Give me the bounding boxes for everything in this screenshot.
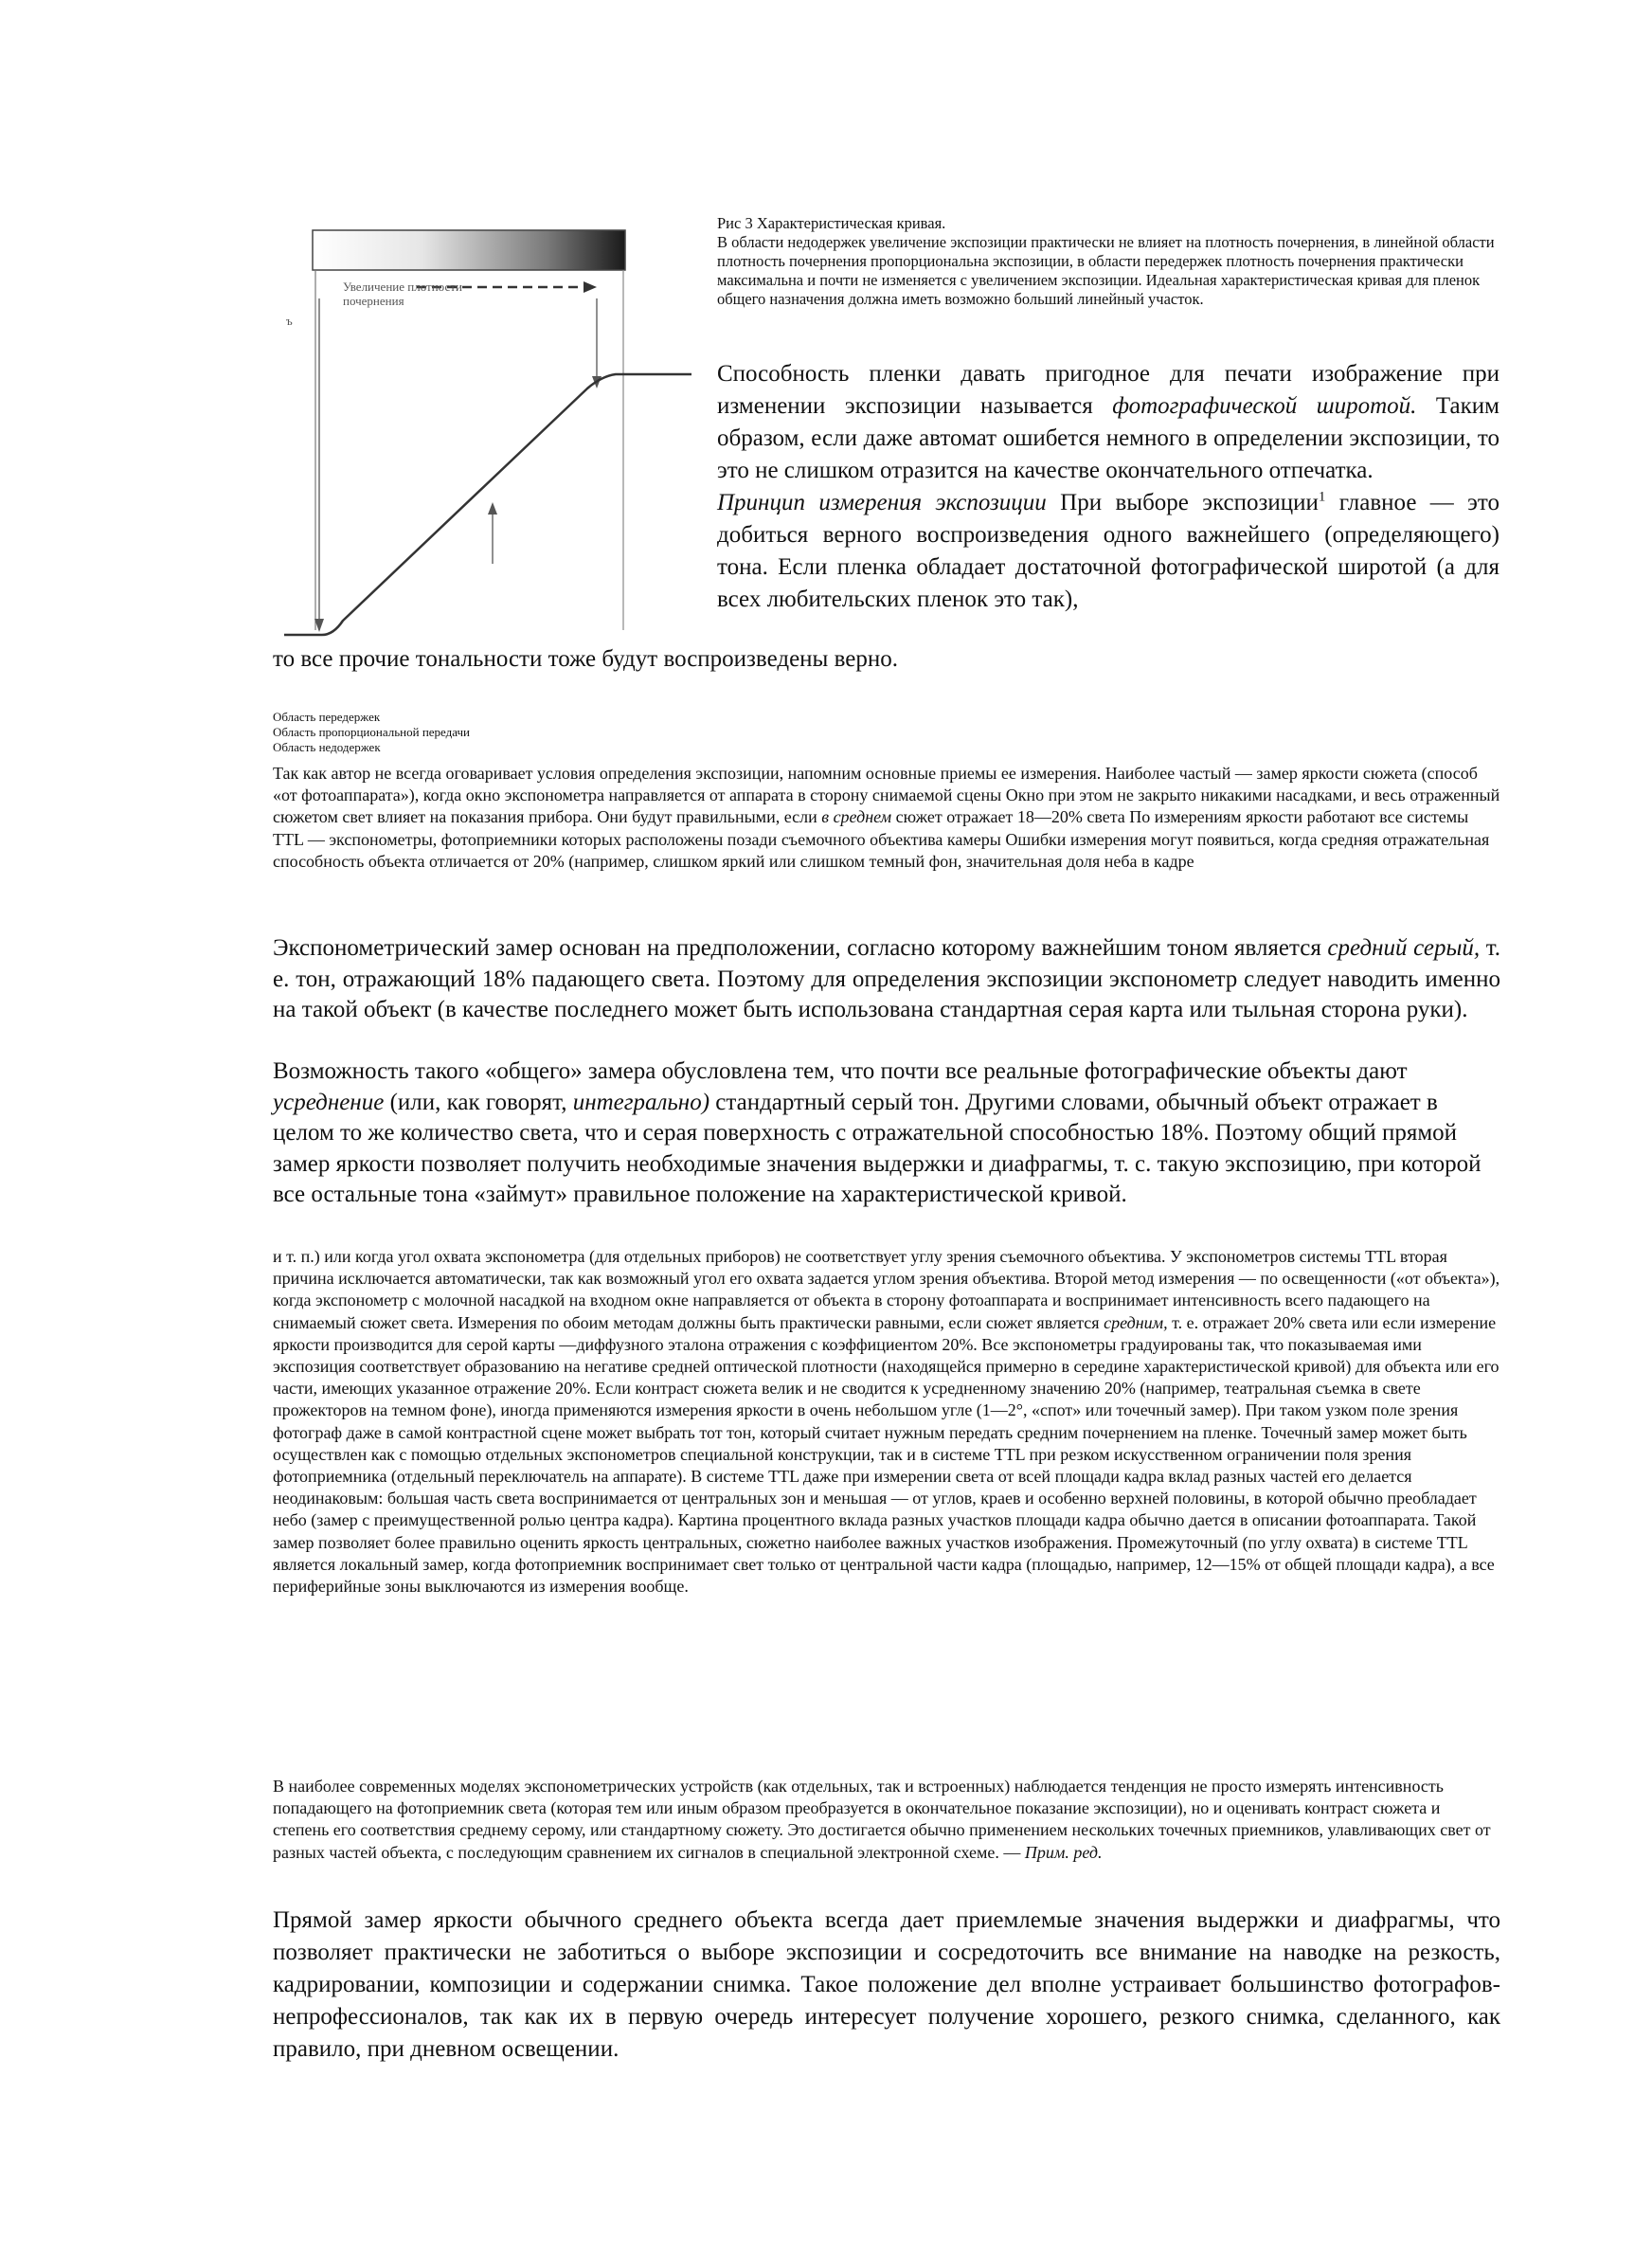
footnote1-italic: в среднем bbox=[821, 807, 892, 827]
paragraph-direct-metering bbox=[273, 1905, 1500, 2066]
averaging-text-c: стандартный серый тон. Другими словами, обычный объект отражает в целом то же количество света, что и серая поверхность с отражательной способностью 18%. Поэтому общий прямой замер яркости позволяет получить необходимые значения выдержки и диафрагмы, т. с. такую экспозицию, при которой все остальные тона «займут» правильное положение на характеристической кривой. bbox=[273, 1089, 1481, 1207]
averaging-text-b: (или, как говорят, bbox=[384, 1089, 573, 1115]
density-arrow-head bbox=[584, 281, 597, 293]
caption-text: В области недодержек увеличение экспозиции практически не влияет на плотность почернения, в линейной области плотность почернения пропорциональна экспозиции, в области передержек плотность почернения практически максимальна и почти не изменяется с увеличением экспозиции. Идеальная характеристическая кривая для пленок общего назначения должна иметь возможно больший линейный участок. bbox=[717, 233, 1495, 308]
footnote1-text-a: Так как автор не всегда оговаривает условия определения экспозиции, напомним основные приемы ее измерения. Наиболее частый — замер яркости сюжета (способ «от фотоаппарата»), когда окно экспонометра направляется от аппарата в сторону снимаемой сцены Окно при этом не закрыто никакими насадками, и весь отраженный сюжетом свет влияет на показания прибора. Они будут правильными, если bbox=[273, 764, 1500, 827]
column-text bbox=[717, 358, 1499, 616]
footnote-block-2 bbox=[273, 1246, 1500, 1598]
region-legend bbox=[273, 710, 470, 755]
paragraph-metering bbox=[273, 933, 1500, 1026]
figure-side-mark: ъ bbox=[286, 314, 293, 328]
averaging-italic-2: интегрально) bbox=[572, 1089, 710, 1115]
metering-italic: средний серый, bbox=[1327, 935, 1481, 961]
footnote1-text-b: сюжет отражает 18—20% света По измерениям яркости работают все системы TTL — экспонометры, фотоприемники которых расположены позади съемочного объектива камеры Ошибки измерения могут появиться, когда средняя отражательная способность объекта отличается от 20% (например, слишком яркий или слишком темный фон, значительная доля неба в кадре bbox=[273, 807, 1490, 871]
latitude-term: фотографической широтой. bbox=[1112, 393, 1417, 419]
figure-caption bbox=[717, 214, 1503, 309]
density-gradient-strip bbox=[313, 230, 625, 270]
averaging-text-a: Возможность такого «общего» замера обусловлена тем, что почти все реальные фотографические объекты дают bbox=[273, 1058, 1408, 1084]
region-overexposure: Область передержек bbox=[273, 710, 381, 724]
caption-title: Рис 3 Характеристическая кривая. bbox=[717, 214, 946, 232]
characteristic-curve-line bbox=[284, 374, 691, 635]
paragraph-principle bbox=[717, 487, 1499, 616]
figure-label-line1: Увеличение плотности bbox=[343, 280, 462, 294]
principle-heading: Принцип измерения экспозиции bbox=[717, 490, 1047, 515]
footnote2-italic: средним, bbox=[1104, 1312, 1168, 1332]
principle-text-end: главное — это добиться верного воспроизведения одного важнейшего (определяющего) тона. Если пленка обладает достаточной фотографической широтой (а для всех любительских пленок это так), bbox=[717, 490, 1499, 612]
paragraph-averaging bbox=[273, 1056, 1500, 1211]
metering-text-a: Экспонометрический замер основан на предположении, согласно которому важнейшим тоном является bbox=[273, 935, 1328, 961]
paragraph-latitude bbox=[717, 358, 1499, 487]
footnote3-italic: Прим. ред. bbox=[1024, 1842, 1103, 1862]
marker-arrow-mid bbox=[488, 502, 497, 515]
footnote-block-1 bbox=[273, 763, 1500, 873]
footnote2-text-a: и т. п.) или когда угол охвата экспонометра (для отдельных приборов) не соответствует углу зрения съемочного объектива. У экспонометров системы TTL вторая причина исключается автоматически, так как возможный угол его охвата задается углом зрения объектива. Второй метод измерения — по освещенности («от объекта»), когда экспонометр с молочной насадкой на входном окне направляется от объекта в сторону фотоаппарата и воспринимает интенсивность всего падающего на снимаемый сюжет света. Измерения по обоим методам должны быть практически равными, если сюжет является bbox=[273, 1247, 1500, 1332]
characteristic-curve-figure bbox=[275, 223, 710, 640]
figure-label-line2: почернения bbox=[343, 294, 404, 308]
footnote3-text-a: В наиболее современных моделях экспонометрических устройств (как отдельных, так и встроенных) наблюдается тенденция не просто измерять интенсивность попадающего на фотоприемник света (которая тем или иным образом преобразуется в окончательное показание экспозиции), но и оценивать контраст сюжета и степень его соответствия среднему серому, или стандартному сюжету. Это достигается обычно применением нескольких точечных приемников, улавливающих свет от разных частей объекта, с последующим сравнением их сигналов в специальной электронной схеме. — bbox=[273, 1777, 1491, 1862]
latitude-text-end: Таким образом, если даже автомат ошибется немного в определении экспозиции, то это не слишком отразится на качестве окончательного отпечатка. bbox=[717, 393, 1499, 483]
figure-density-label bbox=[343, 280, 504, 308]
footnote-ref: 1 bbox=[1318, 489, 1326, 505]
paragraph-continuation: то все прочие тональности тоже будут воспроизведены верно. bbox=[273, 646, 898, 672]
principle-text: При выборе экспозиции bbox=[1046, 490, 1319, 515]
latitude-text-start: Способность пленки давать пригодное для печати изображение при изменении экспозиции называется bbox=[717, 361, 1499, 419]
footnote-block-3 bbox=[273, 1776, 1500, 1864]
metering-text-b: т. е. тон, отражающий 18% падающего света. Поэтому для определения экспозиции экспонометр следует наводить именно на такой объект (в качестве последнего может быть использована стандартная серая карта или тыльная сторона руки). bbox=[273, 935, 1500, 1022]
region-proportional: Область пропорциональной передачи bbox=[273, 725, 470, 739]
region-underexposure: Область недодержек bbox=[273, 740, 381, 754]
averaging-italic-1: усреднение bbox=[273, 1089, 385, 1115]
footnote2-text-b: т. е. отражает 20% света или если измерение яркости производится для серой карты —диффузного эталона отражения с коэффициентом 20%. Все экспонометры градуированы так, что показываемая ими экспозиция соответствует образованию на негативе средней оптической плотности (находящейся примерно в середине характеристической кривой) для объекта или его части, имеющих указанное отражение 20%. Если контраст сюжета велик и не сводится к усредненному значению 20% (например, театральная съемка в свете прожекторов на темном фоне), иногда применяются измерения яркости в очень небольшом угле (1—2°, «спот» или точечный замер). При таком узком поле зрения фотограф даже в самой контрастной сцене может выбрать тот тон, который считает нужным передать средним почернением на пленке. Точечный замер может быть осуществлен как с помощью отдельных экспонометров специальной конструкции, так и в системе TTL при резком искусственном ограничении поля зрения фотоприемника (отдельный переключатель на аппарате). В системе TTL даже при измерении света от всей площади кадра вклад разных частей его делается неодинаковым: большая часть света воспринимается от центральных зон и меньшая — от углов, краев и особенно верхней половины, в которой обычно преобладает небо (замер с преимущественной ролью центра кадра). Картина процентного вклада разных участков площади кадра обычно дается в описании фотоаппарата. Такой замер позволяет более правильно оценить яркость центральных, сюжетно наиболее важных участков изображения. Промежуточный (по углу охвата) в системе TTL является локальный замер, когда фотоприемник воспринимает свет только от центральной части кадра (площадью, например, 12—15% от общей площади кадра), а все периферийные зоны выключаются из измерения вообще. bbox=[273, 1312, 1499, 1597]
direct-metering-text: Прямой замер яркости обычного среднего объекта всегда дает приемлемые значения выдержки и диафрагмы, что позволяет практически не заботиться о выборе экспозиции и сосредоточить все внимание на наводке на резкость, кадрировании, композиции и содержании снимка. Такое положение дел вполне устраивает большинство фотографов-непрофессионалов, так как их в первую очередь интересует получение хорошего, резкого снимка, сделанного, как правило, при дневном освещении. bbox=[273, 1907, 1500, 2062]
